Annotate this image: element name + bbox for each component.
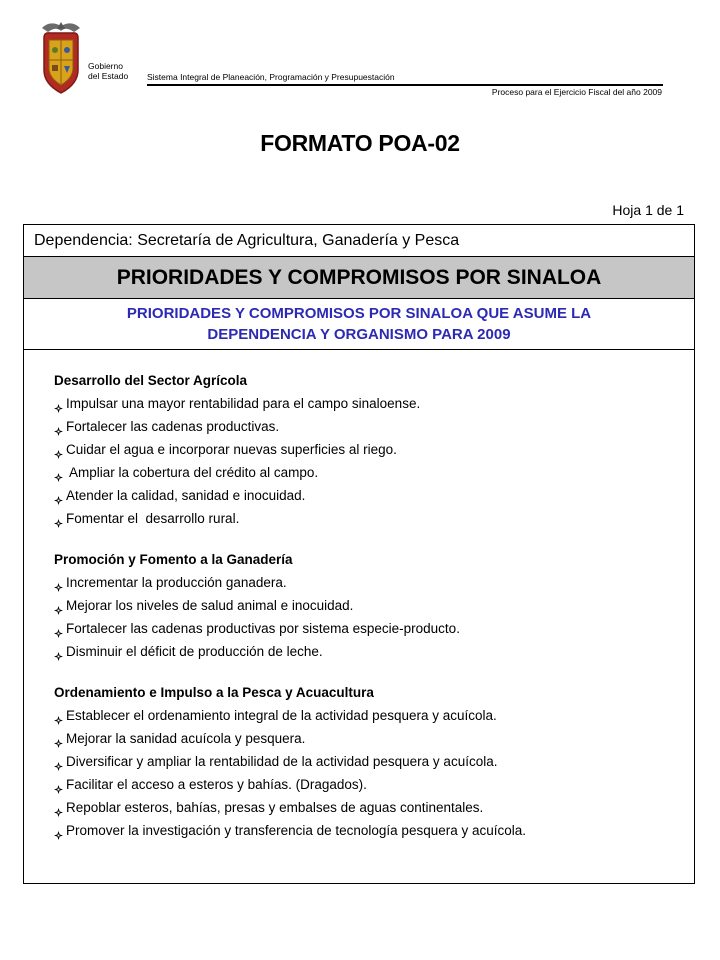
diamond-bullet-icon (54, 515, 63, 524)
list-item (54, 799, 694, 822)
list-item (54, 620, 694, 643)
list-item-text: Disminuir el déficit de producción de leche. (66, 644, 323, 659)
list-item (54, 441, 694, 464)
state-seal-icon (36, 18, 86, 96)
list-item-text: Repoblar esteros, bahías, presas y embalses de aguas continentales. (66, 800, 484, 815)
diamond-bullet-icon (54, 712, 63, 721)
section-subtitle (24, 299, 694, 350)
diamond-bullet-icon (54, 648, 63, 657)
list-item (54, 643, 694, 666)
list-item-text: Mejorar los niveles de salud animal e inocuidad. (66, 598, 354, 613)
section-band-title: PRIORIDADES Y COMPROMISOS POR SINALOA (24, 257, 694, 299)
list-item (54, 753, 694, 776)
priority-section (54, 372, 694, 533)
list-item-text: Incrementar la producción ganadera. (66, 575, 287, 590)
list-item-text: Fortalecer las cadenas productivas por sistema especie-producto. (66, 621, 460, 636)
diamond-bullet-icon (54, 804, 63, 813)
priorities-form (23, 224, 695, 884)
diamond-bullet-icon (54, 625, 63, 634)
diamond-bullet-icon (54, 735, 63, 744)
section-title: Ordenamiento e Impulso a la Pesca y Acuacultura (54, 685, 374, 700)
diamond-bullet-icon (54, 469, 63, 478)
gobierno-label: Gobierno del Estado (88, 61, 129, 81)
subtitle-line: DEPENDENCIA Y ORGANISMO PARA 2009 (207, 326, 511, 343)
list-item-text: Impulsar una mayor rentabilidad para el campo sinaloense. (66, 396, 421, 411)
priorities-list (24, 350, 694, 845)
diamond-bullet-icon (54, 579, 63, 588)
diamond-bullet-icon (54, 781, 63, 790)
list-item-text: Facilitar el acceso a esteros y bahías. (Dragados). (66, 777, 367, 792)
section-title: Desarrollo del Sector Agrícola (54, 373, 248, 388)
list-item (54, 574, 694, 597)
diamond-bullet-icon (54, 423, 63, 432)
section-title: Promoción y Fomento a la Ganadería (54, 552, 293, 567)
subtitle-line: PRIORIDADES Y COMPROMISOS POR SINALOA QUE ASUME LA (126, 305, 592, 322)
dependencia-row: Dependencia: Secretaría de Agricultura, Ganadería y Pesca (24, 225, 694, 257)
priority-section (54, 551, 694, 666)
list-item (54, 510, 694, 533)
list-item (54, 776, 694, 799)
list-item (54, 730, 694, 753)
list-item (54, 487, 694, 510)
diamond-bullet-icon (54, 400, 63, 409)
list-item-text: Mejorar la sanidad acuícola y pesquera. (66, 731, 306, 746)
list-item (54, 464, 694, 487)
diamond-bullet-icon (54, 446, 63, 455)
list-item-text: Fomentar el desarrollo rural. (66, 511, 240, 526)
document-header (0, 0, 720, 110)
list-item (54, 395, 694, 418)
diamond-bullet-icon (54, 758, 63, 767)
list-item (54, 707, 694, 730)
list-item (54, 822, 694, 845)
sistema-label: Sistema Integral de Planeación, Programación y Presupuestación (147, 72, 395, 82)
list-item-text: Atender la calidad, sanidad e inocuidad. (66, 488, 306, 503)
diamond-bullet-icon (54, 602, 63, 611)
list-item (54, 597, 694, 620)
list-item-text: Fortalecer las cadenas productivas. (66, 419, 280, 434)
list-item-text: Ampliar la cobertura del crédito al campo. (66, 465, 319, 480)
priority-section (54, 684, 694, 845)
diamond-bullet-icon (54, 492, 63, 501)
list-item-text: Promover la investigación y transferencia de tecnología pesquera y acuícola. (66, 823, 527, 838)
page-title: FORMATO POA-02 (260, 130, 460, 156)
page-count: Hoja 1 de 1 (612, 202, 684, 218)
list-item-text: Diversificar y ampliar la rentabilidad de la actividad pesquera y acuícola. (66, 754, 498, 769)
list-item-text: Establecer el ordenamiento integral de la actividad pesquera y acuícola. (66, 708, 497, 723)
list-item (54, 418, 694, 441)
proceso-label: Proceso para el Ejercicio Fiscal del año 2009 (491, 87, 662, 97)
header-rule (147, 84, 663, 86)
diamond-bullet-icon (54, 827, 63, 836)
list-item-text: Cuidar el agua e incorporar nuevas superficies al riego. (66, 442, 397, 457)
